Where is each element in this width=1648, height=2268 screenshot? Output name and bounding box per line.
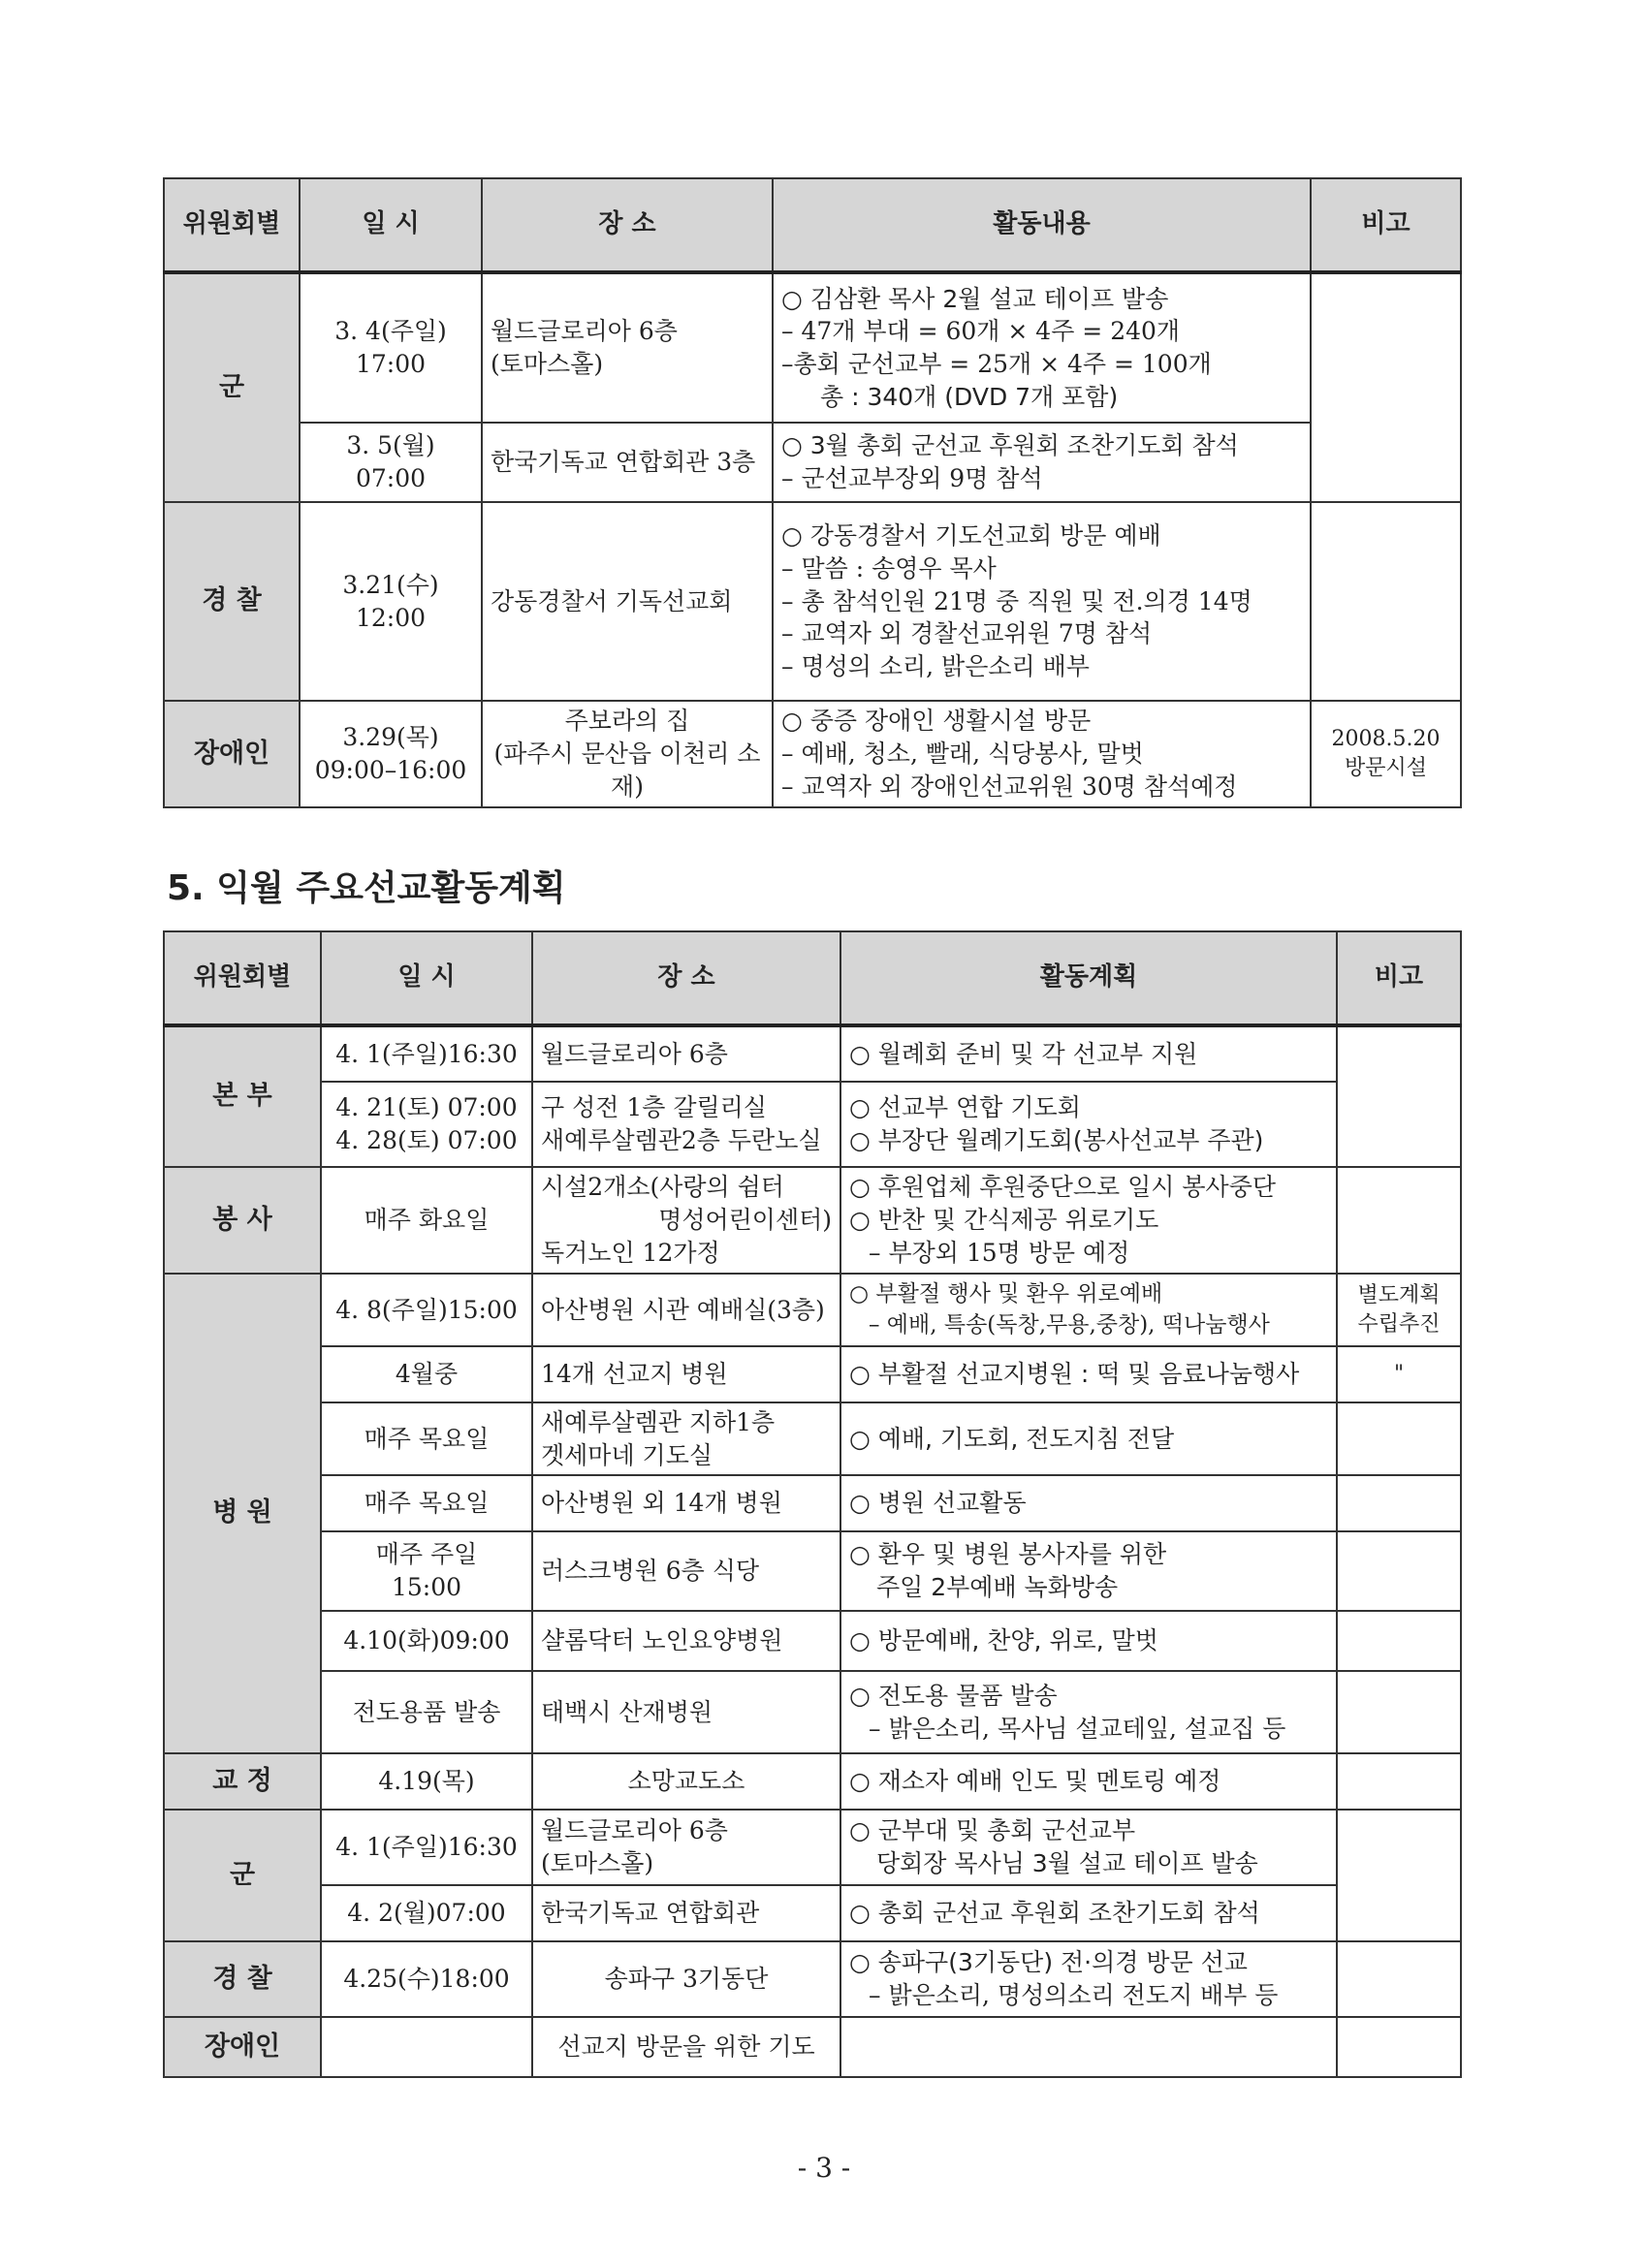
header-datetime: 일 시 <box>300 178 482 272</box>
note-cell <box>1337 1671 1461 1753</box>
datetime-cell: 4.25(수)18:00 <box>321 1941 532 2017</box>
place-cell: 송파구 3기동단 <box>532 1941 840 2017</box>
place-cell: 아산병원 시관 예배실(3층) <box>532 1274 840 1346</box>
table-row <box>164 272 1461 423</box>
header-plan: 활동계획 <box>840 931 1337 1025</box>
place-cell: 샬롬닥터 노인요양병원 <box>532 1611 840 1671</box>
place-cell: 아산병원 외 14개 병원 <box>532 1475 840 1531</box>
committee-cell: 경 찰 <box>164 1941 321 2017</box>
note-cell <box>1337 2017 1461 2077</box>
table-row <box>164 1611 1461 1671</box>
committee-cell: 군 <box>164 272 300 502</box>
place-cell: 새예루살렘관 지하1층 겟세마네 기도실 <box>532 1402 840 1475</box>
datetime-cell: 4. 2(월)07:00 <box>321 1885 532 1941</box>
header-note: 비고 <box>1337 931 1461 1025</box>
datetime-cell <box>321 2017 532 2077</box>
place-cell: 강동경찰서 기독선교회 <box>482 502 773 701</box>
table-row <box>164 1753 1461 1810</box>
table-row <box>164 1941 1461 2017</box>
table-row <box>164 1082 1461 1167</box>
header-note: 비고 <box>1311 178 1461 272</box>
note-cell <box>1337 1810 1461 1941</box>
activity-cell: ○ 김삼환 목사 2월 설교 테이프 발송 – 47개 부대 = 60개 × 4주 = 240개 –총회 군선교부 = 25개 × 4주 = 100개 총 : 340개 (DVD 7개 포함) <box>773 272 1311 423</box>
place-cell: 태백시 산재병원 <box>532 1671 840 1753</box>
header-place: 장 소 <box>482 178 773 272</box>
table-row <box>164 701 1461 807</box>
activity-cell: ○ 중증 장애인 생활시설 방문 – 예배, 청소, 빨래, 식당봉사, 말벗 – 교역자 외 장애인선교위원 30명 참석예정 <box>773 701 1311 807</box>
activity-cell: ○ 예배, 기도회, 전도지침 전달 <box>840 1402 1337 1475</box>
activity-cell: ○ 부활절 행사 및 환우 위로예배 – 예배, 특송(독창,무용,중창), 떡나눔행사 <box>840 1274 1337 1346</box>
activity-cell: ○ 3월 총회 군선교 후원회 조찬기도회 참석 – 군선교부장외 9명 참석 <box>773 423 1311 502</box>
datetime-cell: 4. 1(주일)16:30 <box>321 1025 532 1082</box>
next-month-plan-table <box>163 930 1462 2078</box>
activity-report-table <box>163 177 1462 808</box>
table-row <box>164 1274 1461 1346</box>
place-cell: 선교지 방문을 위한 기도 <box>532 2017 840 2077</box>
table-row <box>164 1167 1461 1274</box>
datetime-cell: 3. 4(주일) 17:00 <box>300 272 482 423</box>
activity-cell: ○ 송파구(3기동단) 전·의경 방문 선교 – 밝은소리, 명성의소리 전도지 배부 등 <box>840 1941 1337 2017</box>
place-cell: 14개 선교지 병원 <box>532 1346 840 1402</box>
committee-cell: 교 정 <box>164 1753 321 1810</box>
committee-cell: 봉 사 <box>164 1167 321 1274</box>
activity-cell: ○ 월례회 준비 및 각 선교부 지원 <box>840 1025 1337 1082</box>
datetime-cell: 전도용품 발송 <box>321 1671 532 1753</box>
place-cell: 한국기독교 연합회관 <box>532 1885 840 1941</box>
note-cell <box>1337 1611 1461 1671</box>
activity-cell: ○ 부활절 선교지병원 : 떡 및 음료나눔행사 <box>840 1346 1337 1402</box>
table-row <box>164 423 1461 502</box>
committee-cell: 경 찰 <box>164 502 300 701</box>
note-cell <box>1337 1531 1461 1611</box>
table-row <box>164 1346 1461 1402</box>
note-cell <box>1337 1402 1461 1475</box>
activity-cell: ○ 후원업체 후원중단으로 일시 봉사중단 ○ 반찬 및 간식제공 위로기도 – 부장외 15명 방문 예정 <box>840 1167 1337 1274</box>
activity-cell: ○ 군부대 및 총회 군선교부 당회장 목사님 3월 설교 테이프 발송 <box>840 1810 1337 1885</box>
note-cell <box>1311 502 1461 701</box>
activity-cell: ○ 재소자 예배 인도 및 멘토링 예정 <box>840 1753 1337 1810</box>
note-cell <box>1337 1025 1461 1167</box>
place-cell: 러스크병원 6층 식당 <box>532 1531 840 1611</box>
table-row <box>164 1671 1461 1753</box>
datetime-cell: 매주 목요일 <box>321 1475 532 1531</box>
note-cell <box>1337 1167 1461 1274</box>
datetime-cell: 4.19(목) <box>321 1753 532 1810</box>
note-cell: 별도계획 수립추진 <box>1337 1274 1461 1346</box>
datetime-cell: 4월중 <box>321 1346 532 1402</box>
datetime-cell: 4. 1(주일)16:30 <box>321 1810 532 1885</box>
header-committee: 위원회별 <box>164 178 300 272</box>
place-cell: 소망교도소 <box>532 1753 840 1810</box>
place-cell: 한국기독교 연합회관 3층 <box>482 423 773 502</box>
page-number: - 3 - <box>797 2152 851 2184</box>
table-header-row <box>164 931 1461 1025</box>
place-cell: 월드글로리아 6층 <box>532 1025 840 1082</box>
table-row <box>164 1025 1461 1082</box>
committee-cell: 본 부 <box>164 1025 321 1167</box>
place-cell: 월드글로리아 6층 (토마스홀) <box>482 272 773 423</box>
datetime-cell: 매주 주일 15:00 <box>321 1531 532 1611</box>
table-row <box>164 1885 1461 1941</box>
datetime-cell: 매주 화요일 <box>321 1167 532 1274</box>
header-datetime: 일 시 <box>321 931 532 1025</box>
datetime-cell: 3.29(목) 09:00–16:00 <box>300 701 482 807</box>
datetime-cell: 3. 5(월) 07:00 <box>300 423 482 502</box>
place-cell: 주보라의 집 (파주시 문산읍 이천리 소재) <box>482 701 773 807</box>
datetime-cell: 3.21(수) 12:00 <box>300 502 482 701</box>
place-cell: 월드글로리아 6층 (토마스홀) <box>532 1810 840 1885</box>
datetime-cell: 4. 21(토) 07:00 4. 28(토) 07:00 <box>321 1082 532 1167</box>
committee-cell: 장애인 <box>164 701 300 807</box>
table-row <box>164 1531 1461 1611</box>
activity-cell: ○ 방문예배, 찬양, 위로, 말벗 <box>840 1611 1337 1671</box>
note-cell <box>1337 1475 1461 1531</box>
activity-cell: ○ 환우 및 병원 봉사자를 위한 주일 2부예배 녹화방송 <box>840 1531 1337 1611</box>
note-cell: " <box>1337 1346 1461 1402</box>
place-cell: 구 성전 1층 갈릴리실 새예루살렘관2층 두란노실 <box>532 1082 840 1167</box>
datetime-cell: 매주 목요일 <box>321 1402 532 1475</box>
activity-cell: ○ 병원 선교활동 <box>840 1475 1337 1531</box>
table-row <box>164 502 1461 701</box>
note-cell <box>1311 272 1461 502</box>
committee-cell: 장애인 <box>164 2017 321 2077</box>
activity-cell: ○ 선교부 연합 기도회 ○ 부장단 월례기도회(봉사선교부 주관) <box>840 1082 1337 1167</box>
activity-cell: ○ 강동경찰서 기도선교회 방문 예배 – 말씀 : 송영우 목사 – 총 참석인원 21명 중 직원 및 전.의경 14명 – 교역자 외 경찰선교위원 7명 참석 – 명성의 소리, 밝은소리 배부 <box>773 502 1311 701</box>
activity-cell <box>840 2017 1337 2077</box>
place-cell: 시설2개소(사랑의 쉼터 명성어린이센터) 독거노인 12가정 <box>532 1167 840 1274</box>
activity-cell: ○ 총회 군선교 후원회 조찬기도회 참석 <box>840 1885 1337 1941</box>
table-row <box>164 1810 1461 1885</box>
datetime-cell: 4. 8(주일)15:00 <box>321 1274 532 1346</box>
header-committee: 위원회별 <box>164 931 321 1025</box>
note-cell: 2008.5.20 방문시설 <box>1311 701 1461 807</box>
header-place: 장 소 <box>532 931 840 1025</box>
table-header-row <box>164 178 1461 272</box>
section-title: 5. 익월 주요선교활동계획 <box>167 868 566 908</box>
header-activity: 활동내용 <box>773 178 1311 272</box>
table-row <box>164 2017 1461 2077</box>
table-row <box>164 1402 1461 1475</box>
datetime-cell: 4.10(화)09:00 <box>321 1611 532 1671</box>
committee-cell: 병 원 <box>164 1274 321 1753</box>
activity-cell: ○ 전도용 물품 발송 – 밝은소리, 목사님 설교테잎, 설교집 등 <box>840 1671 1337 1753</box>
table-row <box>164 1475 1461 1531</box>
committee-cell: 군 <box>164 1810 321 1941</box>
note-cell <box>1337 1753 1461 1810</box>
note-cell <box>1337 1941 1461 2017</box>
